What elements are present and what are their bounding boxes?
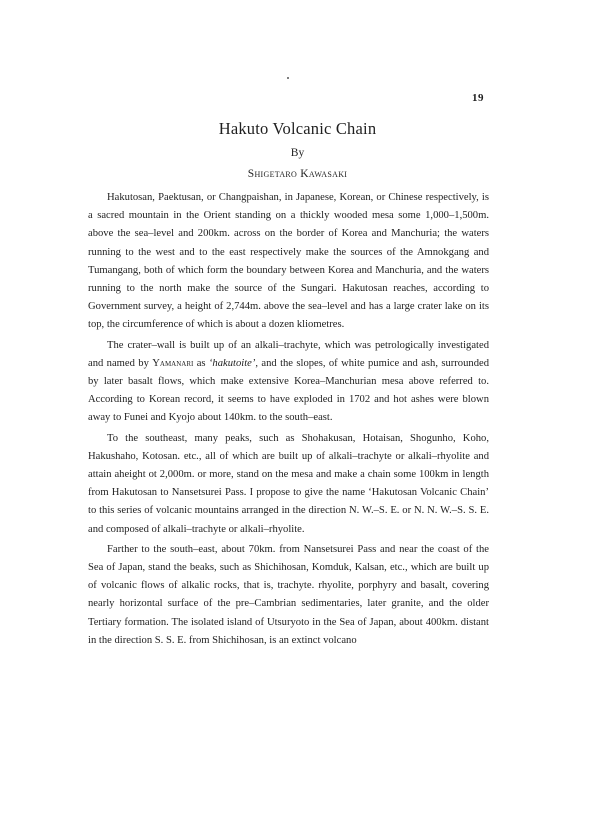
paragraph-4: Farther to the south–east, about 70km. from Nansetsurei Pass and near the coast of the Sea of Japan, stand the beaks, such as Shichihosan, Komduk, Kalsan, etc., which are built up of volcanic flows of alkalic rocks, that is, trachyte. rhyolite, porphyry and basalt, covering nearly horizontal surface of the pre–Cambrian sedimentaries, later granite, and the older Tertiary formation. The isolated island of Utsuryoto in the Sea of Japan, about 400km. distant in the direction S. S. E. from Shichihosan, is an extinct volcano [88, 543, 489, 646]
page-number: 19 [472, 92, 484, 104]
scan-speck [287, 77, 289, 79]
paragraph-3: To the southeast, many peaks, such as Shohakusan, Hotaisan, Shogunho, Koho, Hakushaho, Kotosan. etc., all of which are built up of alkali–trachyte or alkali–rhyolite and attain aheight ot 2,000m. or more, stand on the mesa and make a chain some 100km in length from Hakutosan to Nansetsurei Pass. I propose to give the name ‘Hakutosan Volcanic Chain’ to this series of volcanic mountains arranged in the direction N. W.–S. E. or N. N. W.–S. S. E. and composed of alkali–trachyte or alkali–rhyolite. [88, 432, 489, 535]
article-title: Hakuto Volcanic Chain [218, 119, 377, 138]
author-name: Shigetaro Kawasaki [247, 168, 348, 180]
paragraph-1: Hakutosan, Paektusan, or Changpaishan, in Japanese, Korean, or Chinese respectively, is a sacred mountain in the Orient standing on a thickly wooded mesa some 1,000–1,500m. above the sea–level and 200km. across on the border of Korea and Manchuria; the waters running to the west and to the east respectively make the sources of the Amnokgang and Tumangang, both of which form the boundary between Korea and Manchuria, and the waters running to the north make the source of the Sungari. Hakutosan reaches, according to Government survey, a height of 2,744m. above the sea–level and has a large crater lake on its top, the circumference of which is about a dozen kliometres. [88, 192, 489, 331]
paragraph-2-part-b: as [193, 357, 209, 369]
paragraph-2-part-c: , and the slopes, of white pumice and ash, surrounded by later basalt flows, which make extensive Korea–Manchurian mesa above referred to. According to Korean record, it seems to have exploded in 1702 and hot ashes were blown away to Funei and Kyojo about 140km. to the south–east. [88, 357, 489, 424]
article-body [88, 189, 489, 650]
byline-by: By [290, 147, 305, 159]
researcher-name: Yamanari [152, 357, 194, 369]
mineral-term: ‘hakutoite’ [208, 357, 256, 369]
paragraph-2-part-a: The crater–wall is built up of an alkali–trachyte, which was petrologically investigated and named by [88, 339, 489, 369]
paragraph-2 [88, 337, 489, 428]
